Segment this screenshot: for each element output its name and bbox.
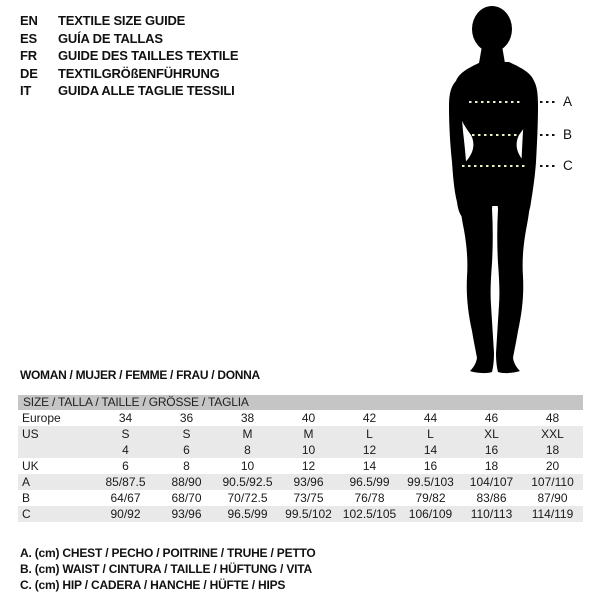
size-table-cell: 96.5/99 [349, 475, 390, 489]
marker-label-b: B [563, 127, 573, 142]
language-label: GUIDE DES TAILLES TEXTILE [58, 48, 239, 63]
size-table-cell: 6 [122, 459, 129, 473]
size-table-cell: 70/72.5 [227, 491, 268, 505]
silhouette-left-leg [459, 172, 495, 373]
size-table-row-label: C [22, 507, 31, 521]
legend-line: C. (cm) HIP / CADERA / HANCHE / HÜFTE / HIPS [20, 578, 286, 592]
size-table-cell: 10 [240, 459, 255, 473]
size-table-header: SIZE / TALLA / TAILLE / GRÖSSE / TAGLIA [18, 395, 583, 410]
size-table-cell: 36 [179, 411, 194, 425]
silhouette-right-leg [495, 172, 531, 373]
language-code: IT [20, 83, 32, 98]
size-table-row [18, 458, 583, 474]
size-table-cell: 106/109 [408, 507, 453, 521]
size-table-cell: 87/90 [537, 491, 568, 505]
size-table-cell: 76/78 [354, 491, 385, 505]
marker-label-a: A [563, 94, 573, 109]
size-table-cell: 79/82 [415, 491, 446, 505]
section-title: WOMAN / MUJER / FEMME / FRAU / DONNA [20, 368, 260, 382]
size-table-cell: 88/90 [171, 475, 202, 489]
size-table-cell: 14 [362, 459, 377, 473]
legend-line: B. (cm) WAIST / CINTURA / TAILLE / HÜFTUNG / VITA [20, 562, 312, 576]
language-code: EN [20, 13, 38, 28]
size-table-cell: 110/113 [470, 507, 513, 521]
size-table-cell: 68/70 [171, 491, 202, 505]
size-table-cell: 90.5/92.5 [222, 475, 273, 489]
size-table [18, 395, 583, 522]
size-table-row-label: UK [22, 459, 39, 473]
size-table-cell: S [182, 427, 191, 441]
size-table-cell: M [242, 427, 253, 441]
size-table-cell: 114/119 [531, 507, 574, 521]
size-table-row [18, 426, 583, 442]
language-code: ES [20, 30, 37, 46]
size-table-cell: 93/96 [171, 507, 202, 521]
size-table-cell: 64/67 [110, 491, 141, 505]
size-table-row [18, 410, 583, 426]
size-table-cell: 107/110 [531, 475, 574, 489]
language-label: GUÍA DE TALLAS [58, 30, 163, 46]
size-table-row-label: B [22, 491, 31, 505]
size-table-cell: 48 [545, 411, 560, 425]
size-table-row [18, 506, 583, 522]
size-table-row-label [18, 442, 95, 458]
size-table-cell: 104/107 [469, 475, 514, 489]
size-table-cell: L [427, 427, 434, 441]
size-table-cell: 46 [484, 411, 499, 425]
size-table-cell: 38 [240, 411, 255, 425]
size-table-row-label: Europe [22, 411, 61, 425]
legend-line: A. (cm) CHEST / PECHO / POITRINE / TRUHE / PETTO [20, 546, 316, 560]
size-table-cell: 12 [301, 459, 316, 473]
size-table-cell: S [121, 427, 130, 441]
size-table-cell: L [366, 427, 373, 441]
size-table-cell: 99.5/103 [407, 475, 454, 489]
size-table-cell: 14 [423, 443, 438, 457]
size-table-cell: 6 [183, 443, 190, 457]
language-row [20, 12, 238, 30]
size-table-body [18, 410, 583, 522]
language-code: DE [20, 65, 38, 81]
language-row [20, 47, 238, 65]
language-row [20, 30, 238, 48]
language-row [20, 82, 238, 100]
size-table-cell: M [303, 427, 314, 441]
language-label: TEXTILGRÖßENFÜHRUNG [58, 65, 220, 81]
size-table-row-label: A [22, 475, 31, 489]
size-table-row [18, 442, 583, 458]
size-table-cell: 20 [545, 459, 560, 473]
size-table-header-row [18, 395, 583, 410]
language-list [20, 12, 238, 100]
size-table-cell: 42 [362, 411, 377, 425]
size-table-cell: 90/92 [110, 507, 141, 521]
size-table-cell: 4 [122, 443, 129, 457]
woman-silhouette-icon [449, 6, 538, 373]
size-table-row [18, 474, 583, 490]
size-table-cell: XXL [541, 427, 564, 441]
size-table-cell: 8 [183, 459, 190, 473]
size-table-cell: 12 [362, 443, 377, 457]
size-table-cell: 83/86 [476, 491, 507, 505]
size-table-cell: 18 [545, 443, 560, 457]
size-table-row-label: US [22, 427, 39, 441]
size-table-cell: 8 [244, 443, 251, 457]
size-table-cell: 40 [301, 411, 316, 425]
language-row [20, 65, 238, 83]
size-table-cell: 93/96 [293, 475, 324, 489]
language-code: FR [20, 48, 37, 63]
size-table-cell: 73/75 [293, 491, 324, 505]
size-table-row [18, 490, 583, 506]
size-table-cell: 34 [118, 411, 133, 425]
size-table-cell: 10 [301, 443, 316, 457]
language-label: GUIDA ALLE TAGLIE TESSILI [58, 83, 235, 98]
size-table-cell: 85/87.5 [105, 475, 146, 489]
measurement-legend [20, 545, 316, 593]
measurement-figure [430, 0, 600, 380]
size-table-cell: 96.5/99 [227, 507, 268, 521]
size-table-cell: 102.5/105 [342, 507, 397, 521]
size-table-cell: 44 [423, 411, 438, 425]
size-table-cell: 16 [423, 459, 438, 473]
size-table-cell: 16 [484, 443, 499, 457]
size-table-cell: XL [484, 427, 499, 441]
size-table-cell: 18 [484, 459, 499, 473]
woman-silhouette-svg [430, 0, 600, 380]
marker-label-c: C [563, 158, 573, 173]
language-label: TEXTILE SIZE GUIDE [58, 13, 186, 28]
size-table-cell: 99.5/102 [285, 507, 332, 521]
